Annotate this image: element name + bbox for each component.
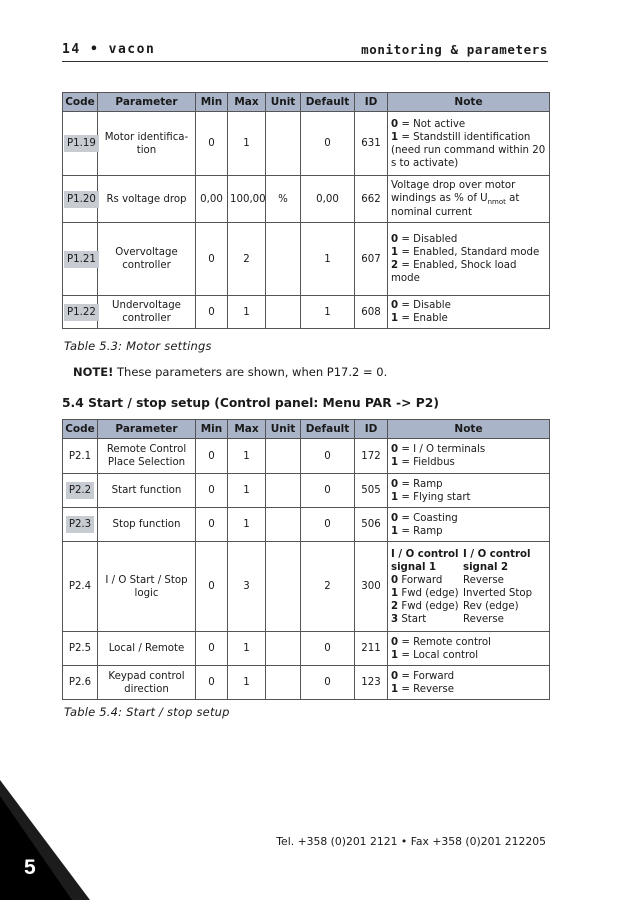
- motor-settings-table: [62, 92, 550, 329]
- table-row: [63, 666, 550, 700]
- param-default: 0: [301, 508, 355, 542]
- param-id: 300: [355, 542, 388, 632]
- note-line: 1 = Enable: [391, 313, 448, 324]
- page-header: [62, 42, 548, 62]
- param-min: 0: [196, 542, 228, 632]
- table-row: [63, 474, 550, 508]
- footer-contact: Tel. +358 (0)201 2121 • Fax +358 (0)201 212205: [276, 835, 546, 848]
- col-parameter: Parameter: [98, 420, 196, 439]
- param-id: 505: [355, 474, 388, 508]
- param-default: 2: [301, 542, 355, 632]
- table-row: [63, 542, 550, 632]
- param-code: P1.22: [64, 304, 99, 321]
- note-line: 0 = Forward: [391, 670, 455, 682]
- param-code: P2.1: [63, 439, 98, 474]
- param-id: 123: [355, 666, 388, 700]
- param-unit: [266, 112, 301, 176]
- param-min: 0: [196, 666, 228, 700]
- section-heading: 5.4 Start / stop setup (Control panel: Menu PAR -> P2): [62, 396, 439, 410]
- col-min: Min: [196, 420, 228, 439]
- table-row: [63, 223, 550, 296]
- note-line: 0 = I / O terminals: [391, 444, 486, 455]
- note-label: NOTE!: [73, 365, 114, 379]
- param-note: Voltage drop over motor windings as % of $U_{nmot}$ at nominal current: [388, 176, 550, 223]
- param-unit: [266, 508, 301, 542]
- param-min: 0: [196, 296, 228, 329]
- param-id: 631: [355, 112, 388, 176]
- param-code: P1.20: [64, 191, 99, 208]
- param-note: [388, 666, 550, 700]
- grid-head-signal-2: I / O control signal 2: [463, 548, 531, 573]
- page-corner-tab: [0, 780, 90, 900]
- param-default: 1: [301, 223, 355, 296]
- param-unit: [266, 439, 301, 474]
- table-row: [63, 508, 550, 542]
- param-min: 0: [196, 632, 228, 666]
- param-unit: [266, 474, 301, 508]
- param-unit: [266, 223, 301, 296]
- param-note: [388, 508, 550, 542]
- param-max: 3: [228, 542, 266, 632]
- note-line: 1 = Fieldbus: [391, 457, 455, 468]
- param-name: Start function: [98, 474, 196, 508]
- table-header-row: [63, 93, 550, 112]
- param-note: [388, 223, 550, 296]
- param-max: 1: [228, 666, 266, 700]
- param-code: P1.21: [64, 251, 99, 268]
- param-max: 100,00: [228, 176, 266, 223]
- param-name: Rs voltage drop: [98, 176, 196, 223]
- param-min: 0: [196, 223, 228, 296]
- col-note: Note: [388, 93, 550, 112]
- param-code: P2.3: [66, 516, 94, 533]
- param-min: 0: [196, 508, 228, 542]
- col-max: Max: [228, 93, 266, 112]
- param-note: [388, 542, 550, 632]
- param-default: 0: [301, 474, 355, 508]
- param-note: [388, 112, 550, 176]
- param-code: P2.6: [63, 666, 98, 700]
- start-stop-table: [62, 419, 550, 700]
- note-line: 1 = Enabled, Standard mode: [391, 247, 540, 258]
- note-line: 2 = Enabled, Shock load mode: [391, 260, 517, 284]
- param-note: [388, 296, 550, 329]
- param-min: 0: [196, 112, 228, 176]
- param-max: 2: [228, 223, 266, 296]
- param-min: 0: [196, 474, 228, 508]
- param-unit: %: [266, 176, 301, 223]
- param-default: 0: [301, 666, 355, 700]
- col-min: Min: [196, 93, 228, 112]
- param-id: 506: [355, 508, 388, 542]
- table-header-row: [63, 420, 550, 439]
- io-logic-grid: I / O control signal 1 I / O control signal 2 0 Forward Reverse 1 Fwd (edge) Inverted Stop 2 Fwd (edge) Rev (edge) 3 Start Reverse: [391, 548, 547, 626]
- param-id: 211: [355, 632, 388, 666]
- note-line: 0 = Not active: [391, 118, 466, 130]
- col-max: Max: [228, 420, 266, 439]
- note-line: 0 = Disable: [391, 300, 451, 311]
- param-max: 1: [228, 439, 266, 474]
- param-unit: [266, 542, 301, 632]
- param-default: 0: [301, 632, 355, 666]
- note-line: 1 = Reverse: [391, 683, 455, 695]
- param-default: 1: [301, 296, 355, 329]
- param-default: 0: [301, 439, 355, 474]
- param-note: [388, 439, 550, 474]
- param-name: Remote Control Place Selection: [98, 439, 196, 474]
- note-paragraph: [73, 365, 387, 379]
- param-code: P2.2: [66, 482, 94, 499]
- col-default: Default: [301, 420, 355, 439]
- param-name: Undervoltage controller: [98, 296, 196, 329]
- header-chapter-title: monitoring & parameters: [361, 42, 548, 57]
- col-note: Note: [388, 420, 550, 439]
- col-id: ID: [355, 420, 388, 439]
- param-code: P2.4: [63, 542, 98, 632]
- col-unit: Unit: [266, 93, 301, 112]
- grid-head-signal-1: I / O control signal 1: [391, 548, 459, 573]
- param-name: I / O Start / Stop logic: [98, 542, 196, 632]
- param-note: [388, 474, 550, 508]
- note-text: These parameters are shown, when P17.2 = 0.: [113, 365, 388, 379]
- param-id: 662: [355, 176, 388, 223]
- param-unit: [266, 666, 301, 700]
- param-name: Stop function: [98, 508, 196, 542]
- note-line: 1 = Local control: [391, 649, 479, 661]
- table-row: [63, 176, 550, 223]
- param-unit: [266, 296, 301, 329]
- col-code: Code: [63, 420, 98, 439]
- param-unit: [266, 632, 301, 666]
- note-line: 0 = Disabled: [391, 234, 458, 245]
- page-number: 5: [24, 856, 36, 879]
- table-row: [63, 632, 550, 666]
- table-caption: Table 5.3: Motor settings: [64, 339, 212, 353]
- col-parameter: Parameter: [98, 93, 196, 112]
- note-line: 1 = Standstill identification (need run command within 20 s to activate): [391, 131, 546, 169]
- table-row: [63, 296, 550, 329]
- param-max: 1: [228, 296, 266, 329]
- col-default: Default: [301, 93, 355, 112]
- note-line: 0 = Coasting: [391, 512, 458, 524]
- param-max: 1: [228, 632, 266, 666]
- param-note: [388, 632, 550, 666]
- note-line: 0 = Ramp: [391, 478, 443, 490]
- note-line: 1 = Ramp: [391, 525, 443, 537]
- param-id: 608: [355, 296, 388, 329]
- table-row: [63, 112, 550, 176]
- param-name: Overvoltage controller: [98, 223, 196, 296]
- param-max: 1: [228, 112, 266, 176]
- param-default: 0,00: [301, 176, 355, 223]
- param-default: 0: [301, 112, 355, 176]
- param-name: Motor identifica-tion: [98, 112, 196, 176]
- param-min: 0,00: [196, 176, 228, 223]
- table-caption: Table 5.4: Start / stop setup: [64, 705, 230, 719]
- param-max: 1: [228, 474, 266, 508]
- col-id: ID: [355, 93, 388, 112]
- param-id: 607: [355, 223, 388, 296]
- col-code: Code: [63, 93, 98, 112]
- note-line: 1 = Flying start: [391, 491, 471, 503]
- param-code: P1.19: [64, 135, 99, 152]
- note-line: 0 = Remote control: [391, 636, 491, 648]
- header-brand: 14 • vacon: [62, 42, 156, 57]
- table-row: [63, 439, 550, 474]
- param-code: P2.5: [63, 632, 98, 666]
- param-min: 0: [196, 439, 228, 474]
- param-name: Keypad control direction: [98, 666, 196, 700]
- param-name: Local / Remote: [98, 632, 196, 666]
- param-id: 172: [355, 439, 388, 474]
- param-max: 1: [228, 508, 266, 542]
- col-unit: Unit: [266, 420, 301, 439]
